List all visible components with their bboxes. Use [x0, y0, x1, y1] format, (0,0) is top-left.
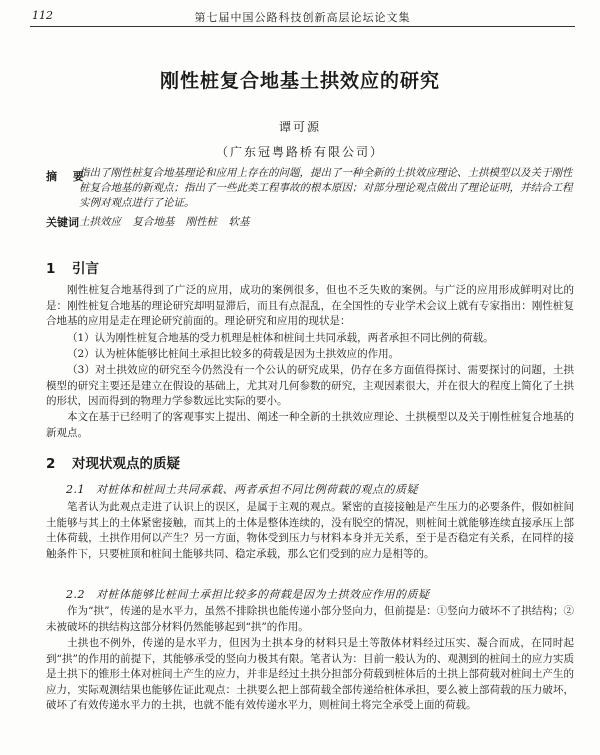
page-number: 112 [32, 9, 53, 22]
subsection-title: 对桩体和桩间土共同承载、两者承担不同比例荷载的观点的质疑 [96, 483, 418, 496]
keywords-label: 关键词 [46, 216, 79, 229]
intro-paragraph: 刚性桩复合地基得到了广泛的应用，成功的案例很多，但也不乏失败的案例。与广泛的应用形成鲜明对比的是：刚性桩复合地基的理论研究却明显滞后，而且有点混乱，在全国性的专业学术会议上就有专家指出：刚性桩复合地基的应用是走在理论研究前面的。理论研究和应用的现状是： [46, 284, 574, 328]
section-title: 引言 [72, 261, 99, 277]
list-item: （3）对土拱效应的研究至今仍然没有一个公认的研究成果，仍存在多方面值得探讨、需要探讨的问题，土拱模型的研究主要还是建立在假设的基础上，尤其对几何参数的研究，主观因素很大，并在很大的程度上简化了土拱的形状，因而得到的物理力学参数远比实际的要小。 [46, 364, 574, 408]
article-title: 刚性桩复合地基土拱效应的研究 [159, 70, 440, 92]
subsection-number: 2.2 [66, 588, 85, 601]
section-number: 1 [46, 261, 56, 277]
author-affiliation: （广东冠粤路桥有限公司） [215, 145, 384, 159]
section-1-heading [46, 257, 99, 277]
body-paragraph: 作为“拱”，传递的是水平力，虽然不排除拱也能传递小部分竖向力，但前提是：①竖向力破坏不了拱结构；②未被破坏的拱结构这部分材料仍然能够起到“拱”的作用。 [46, 605, 574, 633]
intro-paragraph: 本文在基于已经明了的客观事实上提出、阐述一种全新的土拱效应理论、土拱模型以及关于刚性桩复合地基的新观点。 [46, 411, 574, 439]
list-item: （2）认为桩体能够比桩间土承担比较多的荷载是因为土拱效应的作用。 [67, 348, 400, 360]
list-item: （1）认为刚性桩复合地基的受力机理是桩体和桩间土共同承载，两者承担不同比例的荷载。 [67, 332, 494, 344]
abstract-label: 摘 要 [46, 170, 90, 183]
body-paragraph: 笔者认为此观点走进了认识上的误区，是属于主观的观点。紧密的直接接触是产生压力的必要条件，假如桩间土能够与其上的土体紧密接触，而其上的土体是整体连续的，没有脱空的情况，则桩间土就能够连续直接承压上部土体荷载，土拱作用何以产生？另一方面，物体受到压力与材料本身并无关系，至于是否稳定有关系，在同样的接触条件下，只要桩顶和桩间土能够共同、稳定承载，那么它们受到的应力是相等的。 [46, 501, 574, 560]
subsection-2-2-heading [66, 586, 430, 602]
abstract-text: 指出了刚性桩复合地基理论和应用上存在的问题，提出了一种全新的土拱效应理论、土拱模型以及关于刚性桩复合地基的新观点；指出了一些此类工程事故的根本原因；对部分理论观点做出了理论证明，并结合工程实例对观点进行了论证。 [79, 167, 573, 209]
body-paragraph: 土拱也不例外，传递的是水平力，但因为土拱本身的材料只是土等散体材料经过压实、凝合而成，在同时起到“拱”的作用的前提下，其能够承受的竖向力极其有限。笔者认为：目前一般认为的、观测到的桩间土的应力实质是土拱下的锥形土体对桩间土产生的应力，并非是经过土拱分担部分荷载到桩体后的土拱上部荷载对桩间土产生的应力，实际观测结果也能够佐证此观点：土拱要么把上部荷载全部传递给桩体承担，要么被上部荷载的压力破坏，破坏了有效传递水平力的土拱，也就不能有效传递水平力，则桩间土将完全承受上面的荷载。 [46, 637, 574, 712]
section-number: 2 [46, 456, 56, 472]
author-name: 谭可源 [278, 120, 321, 134]
subsection-number: 2.1 [66, 483, 85, 496]
subsection-title: 对桩体能够比桩间土承担比较多的荷载是因为土拱效应作用的质疑 [96, 588, 430, 601]
subsection-2-1-heading [66, 481, 418, 497]
running-header [30, 6, 575, 27]
section-2-heading [46, 452, 180, 472]
journal-title: 第七届中国公路科技创新高层论坛论文集 [194, 11, 411, 24]
keywords-text: 土拱效应 复合地基 刚性桩 软基 [79, 216, 250, 228]
section-title: 对现状观点的质疑 [72, 456, 180, 472]
